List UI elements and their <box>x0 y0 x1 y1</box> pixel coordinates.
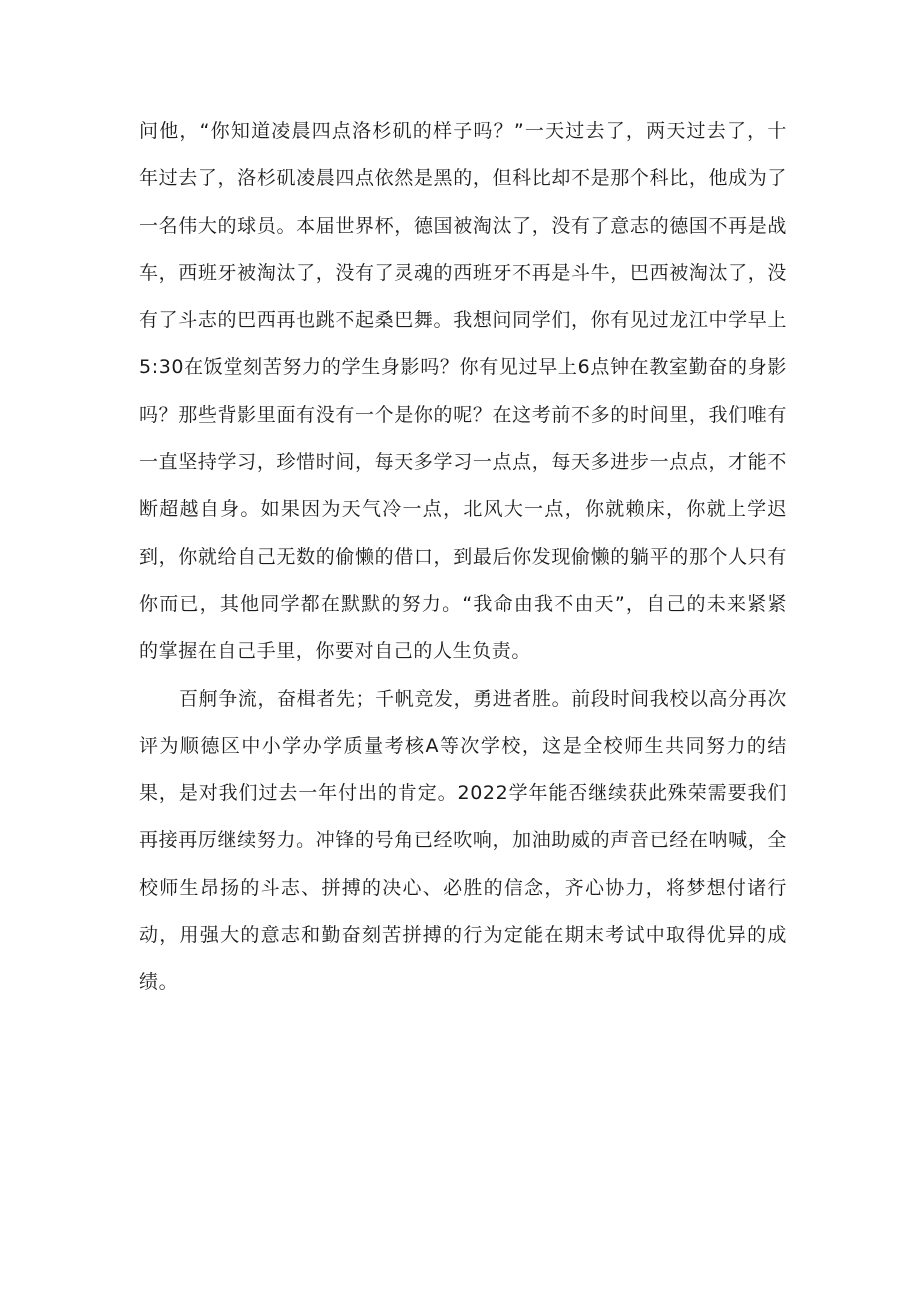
body-text <box>139 108 787 1007</box>
paragraph-continued: 问他，“你知道凌晨四点洛杉矶的样子吗？”一天过去了，两天过去了，十年过去了，洛杉矶凌晨四点依然是黑的，但科比却不是那个科比，他成为了一名伟大的球员。本届世界杯，德国被淘汰了，没有了意志的德国不再是战车，西班牙被淘汰了，没有了灵魂的西班牙不再是斗牛，巴西被淘汰了，没有了斗志的巴西再也跳不起桑巴舞。我想问同学们，你有见过龙江中学早上5:30在饭堂刻苦努力的学生身影吗？你有见过早上6点钟在教室勤奋的身影吗？那些背影里面有没有一个是你的呢？在这考前不多的时间里，我们唯有一直坚持学习，珍惜时间，每天多学习一点点，每天多进步一点点，才能不断超越自身。如果因为天气冷一点，北风大一点，你就赖床，你就上学迟到，你就给自己无数的偷懒的借口，到最后你发现偷懒的躺平的那个人只有你而已，其他同学都在默默的努力。“我命由我不由天”，自己的未来紧紧的掌握在自己手里，你要对自己的人生负责。 <box>139 120 787 663</box>
paragraph-closing: 百舸争流，奋楫者先；千帆竞发，勇进者胜。前段时间我校以高分再次评为顺德区中小学办学质量考核A等次学校，这是全校师生共同努力的结果，是对我们过去一年付出的肯定。2022学年能否继续获此殊荣需要我们再接再厉继续努力。冲锋的号角已经吹响，加油助威的声音已经在呐喊，全校师生昂扬的斗志、拼搏的决心、必胜的信念，齐心协力，将梦想付诸行动，用强大的意志和勤奋刻苦拼搏的行为定能在期末考试中取得优异的成绩。 <box>139 687 787 994</box>
